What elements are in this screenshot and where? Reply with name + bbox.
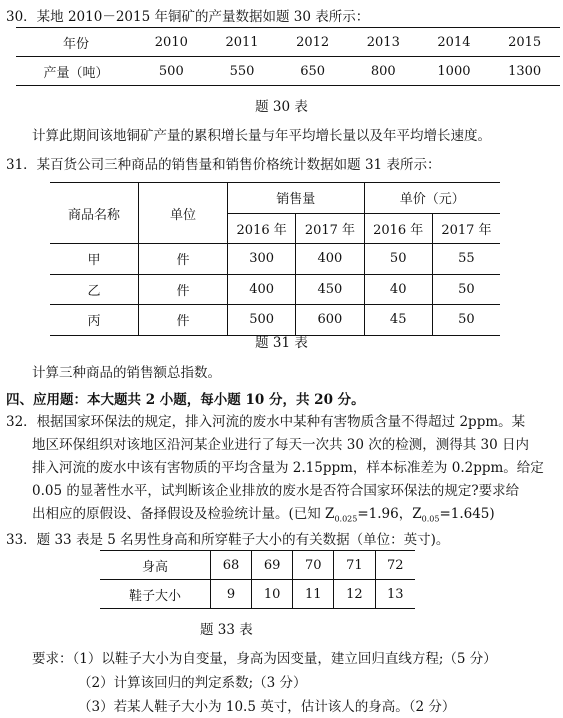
table-cell: 450 bbox=[296, 274, 364, 305]
table-cell: 件 bbox=[139, 274, 228, 305]
z-subscript-2: 0.05 bbox=[421, 514, 440, 524]
table-cell: 71 bbox=[334, 551, 375, 580]
table-cell: 2017 年 bbox=[296, 213, 364, 244]
table-cell: 单价（元） bbox=[364, 183, 500, 214]
table-cell: 50 bbox=[364, 244, 432, 275]
table-cell: 年份 bbox=[16, 28, 136, 57]
z-subscript-1: 0.025 bbox=[334, 514, 358, 524]
q32-line-4: 0.05 的显著性水平，试判断该企业排放的废水是否符合国家环保法的规定?要求给 bbox=[32, 483, 520, 499]
table-cell: 11 bbox=[293, 580, 334, 609]
table-cell: 销售量 bbox=[228, 183, 365, 214]
q33-requirement-3: （3）若某人鞋子大小为 10.5 英寸，估计该人的身高。（2 分） bbox=[78, 699, 456, 715]
table-cell: 550 bbox=[207, 57, 278, 86]
q30-caption: 题 30 表 bbox=[255, 99, 308, 115]
table-cell: 丙 bbox=[50, 305, 139, 336]
q30-table bbox=[16, 27, 560, 86]
q32-line-2: 地区环保组织对该地区沿河某企业进行了每天一次共 30 次的检测，测得其 30 日内 bbox=[32, 437, 530, 453]
table-cell: 1000 bbox=[419, 57, 490, 86]
q31-title: 31．某百货公司三种商品的销售量和销售价格统计数据如题 31 表所示： bbox=[6, 157, 441, 173]
table-cell: 10 bbox=[252, 580, 293, 609]
table-cell: 单位 bbox=[139, 183, 228, 244]
table-cell: 2014 bbox=[419, 28, 490, 57]
table-row bbox=[100, 551, 415, 580]
table-cell: 600 bbox=[296, 305, 364, 336]
table-cell: 69 bbox=[252, 551, 293, 580]
table-cell: 500 bbox=[136, 57, 207, 86]
table-cell: 2015 bbox=[489, 28, 560, 57]
q33-requirement-2: （2）计算该回归的判定系数;（3 分） bbox=[78, 675, 307, 691]
table-cell: 50 bbox=[432, 274, 500, 305]
q32-line-5-end: =1.645) bbox=[439, 506, 495, 522]
table-cell: 2016 年 bbox=[228, 213, 296, 244]
table-cell: 70 bbox=[293, 551, 334, 580]
table-cell: 乙 bbox=[50, 274, 139, 305]
q32-line-3: 排入河流的废水中该有害物质的平均含量为 2.15ppm，样本标准差为 0.2ppm。给定 bbox=[32, 460, 544, 476]
table-row bbox=[50, 244, 500, 275]
q32-line-5 bbox=[32, 503, 495, 531]
table-row bbox=[100, 580, 415, 609]
table-cell: 650 bbox=[277, 57, 348, 86]
table-cell: 72 bbox=[375, 551, 415, 580]
table-cell: 鞋子大小 bbox=[100, 580, 211, 609]
table-cell: 商品名称 bbox=[50, 183, 139, 244]
table-cell: 300 bbox=[228, 244, 296, 275]
q31-ask: 计算三种商品的销售额总指数。 bbox=[32, 365, 221, 381]
table-row bbox=[50, 274, 500, 305]
q32-line-5-mid: =1.96，Z bbox=[357, 506, 422, 522]
table-cell: 12 bbox=[334, 580, 375, 609]
table-cell: 500 bbox=[228, 305, 296, 336]
table-cell: 2011 bbox=[207, 28, 278, 57]
q32-line-1: 32．根据国家环保法的规定，排入河流的废水中某种有害物质含量不得超过 2ppm。某 bbox=[6, 414, 526, 430]
table-cell: 2013 bbox=[348, 28, 419, 57]
section-heading: 四、应用题：本大题共 2 小题，每小题 10 分，共 20 分。 bbox=[6, 392, 365, 408]
table-row bbox=[16, 57, 560, 86]
table-cell: 55 bbox=[432, 244, 500, 275]
table-cell: 2016 年 bbox=[364, 213, 432, 244]
table-cell: 9 bbox=[211, 580, 252, 609]
table-row bbox=[16, 28, 560, 57]
q30-ask: 计算此期间该地铜矿产量的累积增长量与年平均增长量以及年平均增长速度。 bbox=[32, 128, 491, 144]
table-cell: 13 bbox=[375, 580, 415, 609]
table-row bbox=[50, 183, 500, 214]
table-cell: 1300 bbox=[489, 57, 560, 86]
q33-title: 33．题 33 表是 5 名男性身高和所穿鞋子大小的有关数据（单位：英寸)。 bbox=[6, 532, 450, 548]
q31-table bbox=[50, 182, 500, 336]
table-cell: 2017 年 bbox=[432, 213, 500, 244]
table-cell: 400 bbox=[296, 244, 364, 275]
q33-table bbox=[100, 550, 415, 609]
q33-caption: 题 33 表 bbox=[200, 622, 253, 638]
table-cell: 400 bbox=[228, 274, 296, 305]
table-cell: 件 bbox=[139, 244, 228, 275]
table-cell: 2012 bbox=[277, 28, 348, 57]
q30-title: 30．某地 2010－2015 年铜矿的产量数据如题 30 表所示： bbox=[6, 9, 370, 25]
table-cell: 45 bbox=[364, 305, 432, 336]
table-cell: 68 bbox=[211, 551, 252, 580]
table-cell: 身高 bbox=[100, 551, 211, 580]
table-cell: 甲 bbox=[50, 244, 139, 275]
q33-requirement-1: 要求：（1）以鞋子大小为自变量，身高为因变量，建立回归直线方程;（5 分） bbox=[32, 651, 497, 667]
table-cell: 50 bbox=[432, 305, 500, 336]
table-cell: 件 bbox=[139, 305, 228, 336]
table-cell: 40 bbox=[364, 274, 432, 305]
table-cell: 产量（吨） bbox=[16, 57, 136, 86]
table-cell: 800 bbox=[348, 57, 419, 86]
q31-caption: 题 31 表 bbox=[255, 335, 308, 351]
q32-line-5-prefix: 出相应的原假设、备择假设及检验统计量。(已知 Z bbox=[32, 506, 335, 522]
table-cell: 2010 bbox=[136, 28, 207, 57]
